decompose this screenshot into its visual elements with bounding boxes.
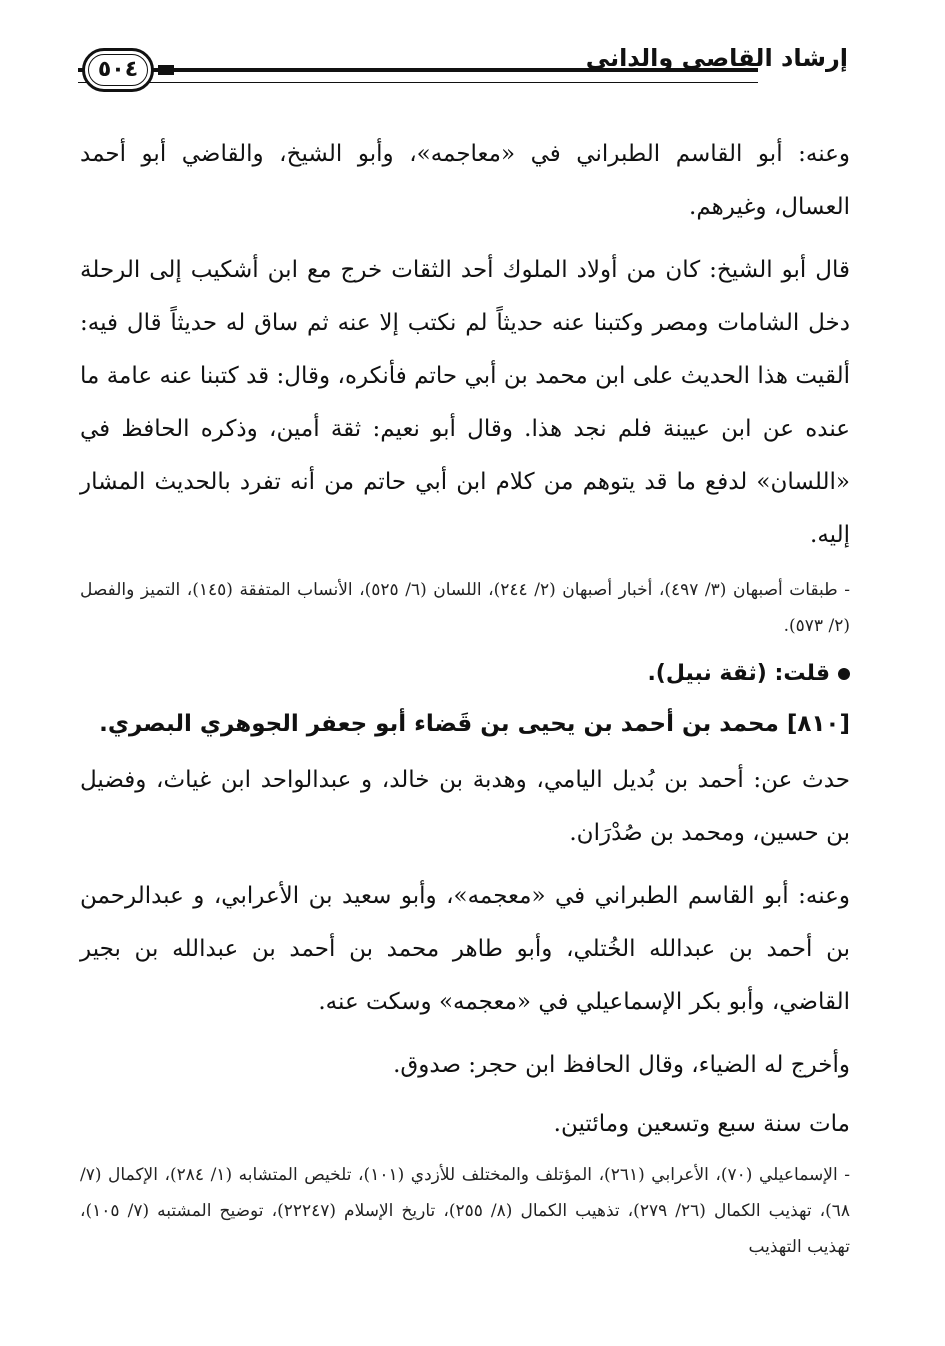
page-number: ٥٠٤ (97, 57, 139, 82)
entry-heading-810: [٨١٠] محمد بن أحمد بن يحيى بن قَضاء أبو جعفر الجوهري البصري. (99, 711, 850, 737)
author-verdict-text: قلت: (ثقة نبيل). (647, 661, 830, 686)
page-body (80, 128, 850, 1273)
paragraph-narrated-from: حدث عن: أحمد بن بُديل اليامي، وهدبة بن خالد، و عبدالواحد ابن غياث، وفضيل بن حسين، ومحمد بن صُدْرَان. (80, 767, 850, 846)
page-number-badge (78, 48, 174, 94)
footnote-sources-1: - طبقات أصبهان (٣/ ٤٩٧)، أخبار أصبهان (٢/ ٢٤٤)، اللسان (٦/ ٥٢٥)، الأنساب المتفقة (١٤٥)، التميز والفصل (٢/ ٥٧٣). (80, 580, 850, 636)
footnote-sources-2: - الإسماعيلي (٧٠)، الأعرابي (٢٦١)، المؤتلف والمختلف للأزدي (١٠١)، تلخيص المتشابه (١/ ٢٨٤)، الإكمال (٧/ ٦٨)، تهذيب الكمال (٢٦/ ٢٧٩)، تذهيب الكمال (٨/ ٢٥٥)، تاريخ الإسلام (٢٢٢٤٧)، توضيح المشتبه (٧/ ١٠٥)، تهذيب التهذيب (80, 1165, 851, 1257)
paragraph-abu-shaykh-quote: قال أبو الشيخ: كان من أولاد الملوك أحد الثقات خرج مع ابن أشكيب إلى الرحلة دخل الشامات ومصر وكتبنا عنه حديثاً لم نكتب إلا عنه ثم ساق له حديثاً قال فيه: ألقيت هذا الحديث على ابن محمد بن أبي حاتم فأنكره، وقال: قد كتبنا عنه عامة ما عنده عن ابن عيينة فلم نجد هذا. وقال أبو نعيم: ثقة أمين، وذكره الحافظ في «اللسان» لدفع ما قد يتوهم من كلام ابن أبي حاتم من أنه تفرد بالحديث المشار إليه. (80, 257, 850, 548)
paragraph-death: مات سنة سبع وتسعين ومائتين. (553, 1111, 850, 1137)
bullet-icon (838, 668, 850, 680)
header-rule (78, 68, 758, 83)
paragraph-narrators: وعنه: أبو القاسم الطبراني في «معجمه»، وأبو سعيد بن الأعرابي، و عبدالرحمن بن أحمد بن عبدالله الخُتلي، وأبو طاهر محمد بن أحمد بن عبدالله بن بجير القاضي، وأبو بكر الإسماعيلي في «معجمه» وسكت عنه. (80, 883, 850, 1015)
author-verdict (80, 652, 850, 696)
paragraph-grading: وأخرج له الضياء، وقال الحافظ ابن حجر: صدوق. (393, 1052, 850, 1078)
paragraph-students: وعنه: أبو القاسم الطبراني في «معاجمه»، وأبو الشيخ، والقاضي أبو أحمد العسال، وغيرهم. (80, 141, 850, 220)
book-title: إرشاد القاصي والداني (585, 44, 848, 72)
running-header (78, 38, 858, 108)
badge-ornament (158, 65, 174, 75)
